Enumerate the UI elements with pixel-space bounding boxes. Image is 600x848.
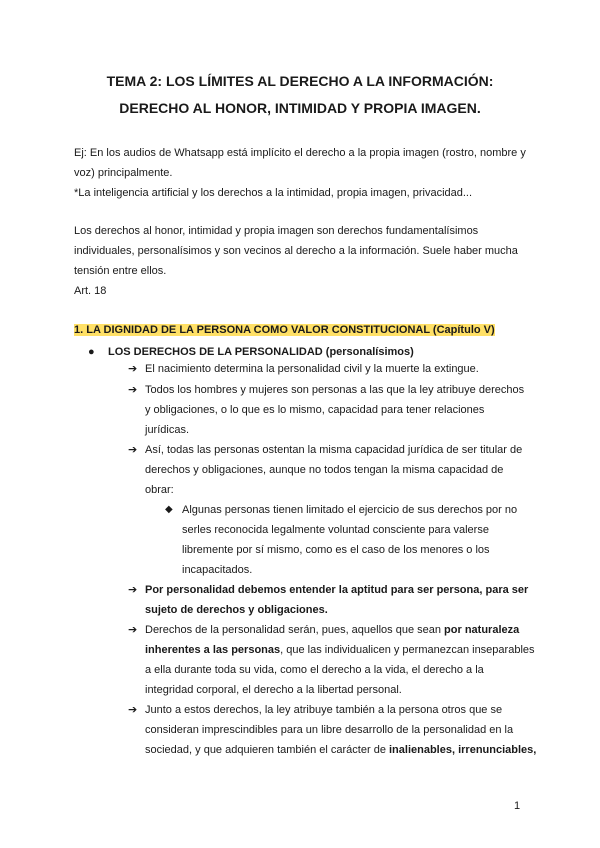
arrow-icon: ➔ bbox=[128, 584, 138, 596]
text-line bbox=[145, 740, 540, 760]
section-heading bbox=[74, 320, 495, 340]
text-line: Algunas personas tienen limitado el ejercicio de sus derechos por no bbox=[182, 504, 518, 516]
text-line: Todos los hombres y mujeres son personas a las que la ley atribuye derechos bbox=[145, 384, 525, 396]
text-line: Art. 18 bbox=[74, 285, 107, 297]
text-line: integridad corporal, el derecho a la libertad personal. bbox=[145, 684, 402, 696]
title-rest: LOS LÍMITES AL DERECHO A LA INFORMACIÓN: bbox=[162, 73, 494, 89]
bold-text: inherentes a las personas bbox=[145, 644, 281, 656]
text-line: serles reconocida legalmente voluntad consciente para valerse bbox=[182, 524, 489, 536]
text-line: Así, todas las personas ostentan la misma capacidad jurídica de ser titular de bbox=[145, 444, 523, 456]
text-line: jurídicas. bbox=[145, 424, 190, 436]
text-line: individuales, personalísimos y son vecinos al derecho a la información. Suele haber mucha bbox=[74, 245, 518, 257]
text-run: Derechos de la personalidad serán, pues, aquellos que sean bbox=[145, 624, 445, 636]
arrow-icon: ➔ bbox=[128, 444, 138, 456]
document-title-line-1 bbox=[0, 71, 600, 91]
document-title-line-2: DERECHO AL HONOR, INTIMIDAD Y PROPIA IMAGEN. bbox=[119, 100, 481, 116]
arrow-icon: ➔ bbox=[128, 363, 138, 375]
text-line: *La inteligencia artificial y los derechos a la intimidad, propia imagen, privacidad... bbox=[74, 187, 473, 199]
text-run: sociedad, y que adquieren también el carácter de bbox=[145, 744, 389, 756]
text-line: Ej: En los audios de Whatsapp está implícito el derecho a la propia imagen (rostro, nombre y bbox=[74, 147, 526, 159]
highlighted-heading: 1. LA DIGNIDAD DE LA PERSONA COMO VALOR CONSTITUCIONAL (Capítulo V) bbox=[74, 324, 495, 336]
bold-text: por naturaleza bbox=[444, 624, 520, 636]
text-line: consideran imprescindibles para un libre desarrollo de la personalidad en la bbox=[145, 724, 514, 736]
text-line: El nacimiento determina la personalidad civil y la muerte la extingue. bbox=[145, 363, 479, 375]
bullet-icon: ● bbox=[88, 346, 95, 358]
text-line: Los derechos al honor, intimidad y propia imagen son derechos fundamentalísimos bbox=[74, 225, 479, 237]
text-line bbox=[145, 640, 540, 660]
bullet-text: LOS DERECHOS DE LA PERSONALIDAD (personalísimos) bbox=[108, 346, 414, 358]
text-line: libremente por sí mismo, como es el caso de los menores o los bbox=[182, 544, 490, 556]
text-line: incapacitados. bbox=[182, 564, 253, 576]
text-line: sujeto de derechos y obligaciones. bbox=[145, 604, 328, 616]
arrow-icon: ➔ bbox=[128, 704, 138, 716]
text-line: tensión entre ellos. bbox=[74, 265, 167, 277]
text-run: , que las individualicen y permanezcan inseparables bbox=[280, 644, 535, 656]
rights-paragraph bbox=[74, 221, 534, 301]
page-number: 1 bbox=[514, 800, 521, 812]
bold-text: inalienables, irrenunciables, bbox=[389, 744, 537, 756]
text-line: Por personalidad debemos entender la aptitud para ser persona, para ser bbox=[145, 584, 529, 596]
text-line: voz) principalmente. bbox=[74, 167, 173, 179]
text-line: y obligaciones, o lo que es lo mismo, capacidad para tener relaciones bbox=[145, 404, 485, 416]
text-line: derechos y obligaciones, aunque no todos tengan la misma capacidad de bbox=[145, 464, 504, 476]
text-line bbox=[145, 620, 540, 640]
text-line: Junto a estos derechos, la ley atribuye también a la persona otros que se bbox=[145, 704, 503, 716]
intro-paragraph bbox=[74, 143, 534, 203]
text-line: obrar: bbox=[145, 484, 174, 496]
title-prefix: TEMA 2: bbox=[106, 73, 163, 89]
text-line: a ella durante toda su vida, como el derecho a la vida, el derecho a la bbox=[145, 664, 484, 676]
arrow-icon: ➔ bbox=[128, 624, 138, 636]
arrow-icon: ➔ bbox=[128, 384, 138, 396]
diamond-bullet-icon: ◆ bbox=[165, 504, 173, 515]
